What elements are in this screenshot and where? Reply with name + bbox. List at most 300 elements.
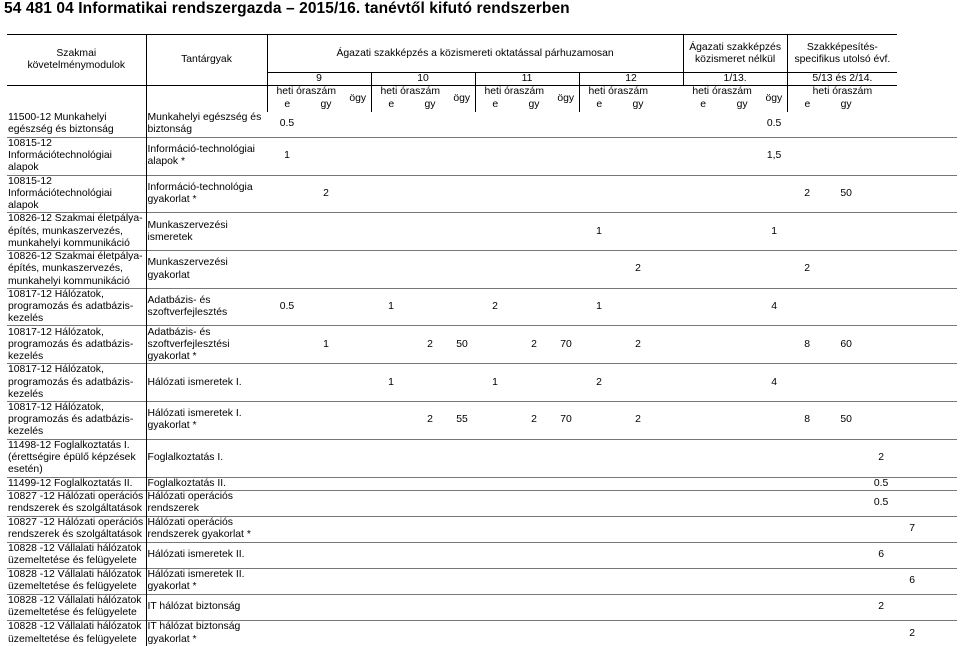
hours-cell (897, 112, 927, 138)
hours-cell (449, 251, 475, 289)
hours-cell (345, 288, 371, 326)
hours-cell (449, 490, 475, 516)
hours-cell (761, 516, 787, 542)
hours-cell (927, 326, 957, 364)
hours-cell (657, 439, 683, 477)
hours-cell: 4 (761, 288, 787, 326)
hours-cell (345, 594, 371, 620)
module-cell: 10826-12 Szakmai életpálya-építés, munkaszervezés, munkahelyi kommunikáció (7, 251, 146, 289)
hours-cell (927, 402, 957, 440)
hours-cell (579, 594, 619, 620)
hours-cell (827, 364, 865, 402)
hours-cell (657, 288, 683, 326)
header-weekly-hours: heti óraszám (787, 86, 897, 99)
hours-cell (515, 594, 553, 620)
hours-cell (897, 251, 927, 289)
header-year-5-13-2-14: 5/13 és 2/14. (787, 73, 897, 86)
hours-cell (371, 477, 411, 490)
hours-cell (865, 251, 897, 289)
subject-cell: Hálózati operációs rendszerek gyakorlat * (146, 516, 267, 542)
hours-cell (345, 490, 371, 516)
module-cell: 10826-12 Szakmai életpálya-építés, munkaszervezés, munkahelyi kommunikáció (7, 213, 146, 251)
hours-cell (267, 620, 307, 646)
hours-cell (827, 516, 865, 542)
hours-cell (449, 620, 475, 646)
hours-cell (371, 112, 411, 138)
hours-cell (267, 326, 307, 364)
hours-cell (683, 251, 723, 289)
hours-cell (411, 620, 449, 646)
hours-cell (927, 175, 957, 213)
hours-cell (927, 620, 957, 646)
subject-cell: Információ-technológia gyakorlat * (146, 175, 267, 213)
hours-cell (345, 542, 371, 568)
hours-cell (579, 175, 619, 213)
hours-cell (449, 439, 475, 477)
hours-cell: 1 (579, 288, 619, 326)
header-modules: Szakmai követelménymodulok (7, 35, 146, 86)
hours-cell (787, 594, 827, 620)
hours-cell (723, 594, 761, 620)
hours-cell (307, 213, 345, 251)
subject-cell: Munkaszervezési ismeretek (146, 213, 267, 251)
hours-cell (619, 439, 657, 477)
hours-cell: 50 (827, 175, 865, 213)
hours-cell (827, 477, 865, 490)
hours-cell: 7 (897, 516, 927, 542)
subject-cell: Foglalkoztatás I. (146, 439, 267, 477)
hours-cell (827, 439, 865, 477)
subject-cell: Adatbázis- és szoftverfejlesztés (146, 288, 267, 326)
hours-cell (553, 542, 579, 568)
hours-cell (371, 516, 411, 542)
hours-cell: 1,5 (761, 138, 787, 176)
hours-cell (761, 402, 787, 440)
hours-cell (787, 213, 827, 251)
hours-cell (371, 439, 411, 477)
header-group-specific: Szakképesítés-specifikus utolsó évf. (787, 35, 897, 73)
hours-cell (657, 477, 683, 490)
hours-cell (619, 620, 657, 646)
hours-cell (345, 620, 371, 646)
hours-cell: 2 (787, 175, 827, 213)
hours-cell: 1 (579, 213, 619, 251)
hours-cell: 8 (787, 402, 827, 440)
hours-cell (827, 251, 865, 289)
hours-cell (515, 516, 553, 542)
hours-cell (683, 477, 723, 490)
hours-cell (723, 138, 761, 176)
hours-cell (827, 620, 865, 646)
hours-cell: 70 (553, 326, 579, 364)
hours-cell (267, 568, 307, 594)
hours-cell (723, 568, 761, 594)
subject-cell: Információ-technológiai alapok * (146, 138, 267, 176)
hours-cell (865, 112, 897, 138)
hours-cell (787, 138, 827, 176)
hours-cell (761, 542, 787, 568)
hours-cell (267, 516, 307, 542)
hours-cell (345, 439, 371, 477)
hours-cell (897, 402, 927, 440)
hours-cell (897, 138, 927, 176)
hours-cell (865, 364, 897, 402)
hours-cell: 0.5 (865, 490, 897, 516)
hours-cell: 2 (411, 402, 449, 440)
hours-cell (307, 568, 345, 594)
hours-cell (827, 542, 865, 568)
hours-cell: 1 (371, 288, 411, 326)
hours-cell (827, 138, 865, 176)
module-cell: 10828 -12 Vállalati hálózatok üzemeltetése és felügyelete (7, 542, 146, 568)
hours-cell (553, 490, 579, 516)
hours-cell (619, 490, 657, 516)
table-row (7, 568, 957, 594)
hours-cell (865, 568, 897, 594)
hours-cell (411, 213, 449, 251)
hours-cell: 2 (475, 288, 515, 326)
header-year-11: 11 (475, 73, 579, 86)
hours-cell (307, 490, 345, 516)
hours-cell (449, 516, 475, 542)
subject-cell: Adatbázis- és szoftverfejlesztési gyakorlat * (146, 326, 267, 364)
hours-cell (345, 477, 371, 490)
hours-cell (897, 288, 927, 326)
hours-cell (371, 542, 411, 568)
hours-cell (307, 364, 345, 402)
hours-cell (345, 213, 371, 251)
hours-cell (475, 402, 515, 440)
table-row (7, 112, 957, 138)
hours-cell (411, 112, 449, 138)
hours-cell (579, 138, 619, 176)
hours-cell (683, 620, 723, 646)
hours-cell (411, 490, 449, 516)
hours-cell: 50 (449, 326, 475, 364)
hours-cell (267, 402, 307, 440)
hours-cell (475, 112, 515, 138)
hours-cell (411, 439, 449, 477)
hours-cell (553, 213, 579, 251)
hours-cell (553, 439, 579, 477)
hours-cell (657, 326, 683, 364)
module-cell: 10817-12 Hálózatok, programozás és adatbázis-kezelés (7, 364, 146, 402)
module-cell: 10817-12 Hálózatok, programozás és adatbázis-kezelés (7, 326, 146, 364)
hours-cell: 0.5 (267, 288, 307, 326)
hours-cell: 2 (619, 402, 657, 440)
header-group-parallel: Ágazati szakképzés a közismereti oktatással párhuzamosan (267, 35, 683, 73)
hours-cell (475, 477, 515, 490)
hours-cell: 2 (897, 620, 927, 646)
hours-cell (307, 542, 345, 568)
hours-cell (267, 477, 307, 490)
hours-cell (475, 213, 515, 251)
header-weekly-hours: heti óraszám (579, 86, 657, 99)
hours-cell (553, 288, 579, 326)
hours-cell (657, 251, 683, 289)
header-e: e (683, 99, 723, 112)
hours-cell (827, 213, 865, 251)
hours-cell: 1 (475, 364, 515, 402)
hours-cell (927, 112, 957, 138)
hours-cell (515, 112, 553, 138)
table-row (7, 175, 957, 213)
hours-cell: 2 (865, 594, 897, 620)
hours-cell (865, 175, 897, 213)
hours-cell (475, 542, 515, 568)
header-weekly-hours: heti óraszám (475, 86, 553, 99)
header-ogy: ögy (553, 86, 579, 112)
table-row (7, 477, 957, 490)
hours-cell (371, 175, 411, 213)
hours-cell (553, 364, 579, 402)
hours-cell (475, 490, 515, 516)
header-gy: gy (827, 99, 865, 112)
hours-cell (761, 251, 787, 289)
hours-cell (449, 288, 475, 326)
hours-cell (619, 213, 657, 251)
hours-cell (579, 516, 619, 542)
hours-cell (579, 477, 619, 490)
hours-cell: 2 (787, 251, 827, 289)
hours-cell (475, 138, 515, 176)
header-weekly-hours: heti óraszám (371, 86, 449, 99)
hours-cell (787, 477, 827, 490)
hours-cell (897, 326, 927, 364)
hours-cell (475, 251, 515, 289)
hours-cell (449, 542, 475, 568)
subject-cell: Munkahelyi egészség és biztonság (146, 112, 267, 138)
hours-cell (371, 251, 411, 289)
hours-cell (787, 439, 827, 477)
hours-cell: 2 (865, 439, 897, 477)
hours-cell (683, 138, 723, 176)
subject-cell: IT hálózat biztonság gyakorlat * (146, 620, 267, 646)
hours-cell: 0.5 (761, 112, 787, 138)
subject-cell: IT hálózat biztonság (146, 594, 267, 620)
hours-cell (619, 516, 657, 542)
table-row (7, 364, 957, 402)
hours-cell (579, 112, 619, 138)
hours-cell (927, 477, 957, 490)
module-cell: 11498-12 Foglalkoztatás I. (érettségire épülő képzések esetén) (7, 439, 146, 477)
hours-cell (449, 594, 475, 620)
hours-cell (267, 175, 307, 213)
hours-cell (345, 364, 371, 402)
hours-cell (897, 477, 927, 490)
hours-cell (307, 251, 345, 289)
hours-cell (683, 326, 723, 364)
hours-cell (411, 288, 449, 326)
hours-cell: 1 (761, 213, 787, 251)
hours-cell (553, 112, 579, 138)
hours-cell (553, 568, 579, 594)
header-e: e (371, 99, 411, 112)
module-cell: 10815-12 Információtechnológiai alapok (7, 138, 146, 176)
hours-cell (927, 138, 957, 176)
hours-cell (307, 402, 345, 440)
subject-cell: Munkaszervezési gyakorlat (146, 251, 267, 289)
header-subjects: Tantárgyak (146, 35, 267, 86)
hours-cell (761, 439, 787, 477)
header-e: e (475, 99, 515, 112)
hours-cell (475, 439, 515, 477)
hours-cell (449, 138, 475, 176)
hours-cell (683, 112, 723, 138)
hours-cell (657, 490, 683, 516)
module-cell: 10817-12 Hálózatok, programozás és adatbázis-kezelés (7, 288, 146, 326)
hours-cell (345, 516, 371, 542)
hours-cell (827, 112, 865, 138)
hours-cell: 2 (619, 251, 657, 289)
hours-cell (897, 542, 927, 568)
hours-cell (683, 213, 723, 251)
table-row (7, 213, 957, 251)
header-e: e (579, 99, 619, 112)
hours-cell: 2 (579, 364, 619, 402)
table-row (7, 516, 957, 542)
hours-cell (411, 594, 449, 620)
header-gy: gy (307, 99, 345, 112)
hours-cell (411, 138, 449, 176)
hours-cell (787, 288, 827, 326)
hours-cell (371, 326, 411, 364)
hours-cell (619, 175, 657, 213)
hours-cell (449, 213, 475, 251)
hours-cell (579, 490, 619, 516)
hours-cell (515, 568, 553, 594)
header-year-10: 10 (371, 73, 475, 86)
hours-cell (657, 516, 683, 542)
hours-cell (515, 477, 553, 490)
hours-cell (345, 112, 371, 138)
hours-cell: 2 (515, 402, 553, 440)
hours-cell (927, 568, 957, 594)
module-cell: 10828 -12 Vállalati hálózatok üzemeltetése és felügyelete (7, 620, 146, 646)
module-cell: 10827 -12 Hálózati operációs rendszerek és szolgáltatások (7, 490, 146, 516)
hours-cell (515, 620, 553, 646)
hours-cell (449, 477, 475, 490)
hours-cell (515, 138, 553, 176)
hours-cell (897, 439, 927, 477)
hours-cell (723, 402, 761, 440)
hours-cell (553, 477, 579, 490)
module-cell: 10815-12 Információtechnológiai alapok (7, 175, 146, 213)
table-row (7, 326, 957, 364)
hours-cell (411, 542, 449, 568)
hours-cell (787, 542, 827, 568)
hours-cell (515, 251, 553, 289)
hours-cell (723, 477, 761, 490)
hours-cell (865, 402, 897, 440)
hours-cell (475, 594, 515, 620)
hours-cell (787, 490, 827, 516)
module-cell: 10828 -12 Vállalati hálózatok üzemeltetése és felügyelete (7, 568, 146, 594)
hours-cell (897, 175, 927, 213)
table-row (7, 138, 957, 176)
hours-cell (307, 112, 345, 138)
hours-cell (345, 251, 371, 289)
table-row (7, 439, 957, 477)
hours-cell (683, 490, 723, 516)
hours-cell (475, 620, 515, 646)
hours-cell (927, 251, 957, 289)
hours-cell (579, 620, 619, 646)
hours-cell (371, 490, 411, 516)
hours-cell (657, 138, 683, 176)
hours-cell (307, 288, 345, 326)
hours-cell: 2 (307, 175, 345, 213)
hours-cell (411, 568, 449, 594)
hours-cell (723, 542, 761, 568)
hours-cell (619, 288, 657, 326)
hours-cell (267, 490, 307, 516)
hours-cell (411, 364, 449, 402)
hours-cell (657, 213, 683, 251)
hours-cell (371, 620, 411, 646)
table-row (7, 620, 957, 646)
subject-cell: Hálózati operációs rendszerek (146, 490, 267, 516)
hours-cell (927, 594, 957, 620)
hours-cell (371, 594, 411, 620)
hours-cell (723, 251, 761, 289)
hours-cell (723, 620, 761, 646)
hours-cell (553, 516, 579, 542)
hours-cell (475, 175, 515, 213)
header-gy: gy (411, 99, 449, 112)
hours-cell (683, 594, 723, 620)
hours-cell (267, 594, 307, 620)
hours-cell: 8 (787, 326, 827, 364)
subject-cell: Hálózati ismeretek II. (146, 542, 267, 568)
hours-cell (927, 542, 957, 568)
hours-cell (619, 542, 657, 568)
hours-cell (865, 326, 897, 364)
hours-cell (553, 175, 579, 213)
table-row (7, 288, 957, 326)
hours-cell (345, 326, 371, 364)
header-ogy: ögy (449, 86, 475, 112)
hours-cell (657, 364, 683, 402)
hours-cell: 2 (411, 326, 449, 364)
module-cell: 10817-12 Hálózatok, programozás és adatbázis-kezelés (7, 402, 146, 440)
hours-cell (307, 516, 345, 542)
table-row (7, 251, 957, 289)
hours-cell (683, 439, 723, 477)
hours-cell: 1 (371, 364, 411, 402)
hours-cell (761, 620, 787, 646)
hours-cell: 0.5 (865, 477, 897, 490)
hours-cell (579, 439, 619, 477)
hours-cell (927, 490, 957, 516)
header-weekly-hours: heti óraszám (267, 86, 345, 99)
hours-cell (683, 402, 723, 440)
hours-cell (267, 364, 307, 402)
hours-cell (475, 516, 515, 542)
hours-cell (515, 490, 553, 516)
subject-cell: Hálózati ismeretek I. gyakorlat * (146, 402, 267, 440)
hours-cell (761, 477, 787, 490)
hours-cell (267, 251, 307, 289)
hours-cell (787, 112, 827, 138)
hours-cell (515, 288, 553, 326)
hours-cell (371, 568, 411, 594)
hours-cell: 6 (897, 568, 927, 594)
hours-cell (865, 138, 897, 176)
hours-cell (267, 213, 307, 251)
hours-cell (761, 568, 787, 594)
hours-cell (515, 175, 553, 213)
